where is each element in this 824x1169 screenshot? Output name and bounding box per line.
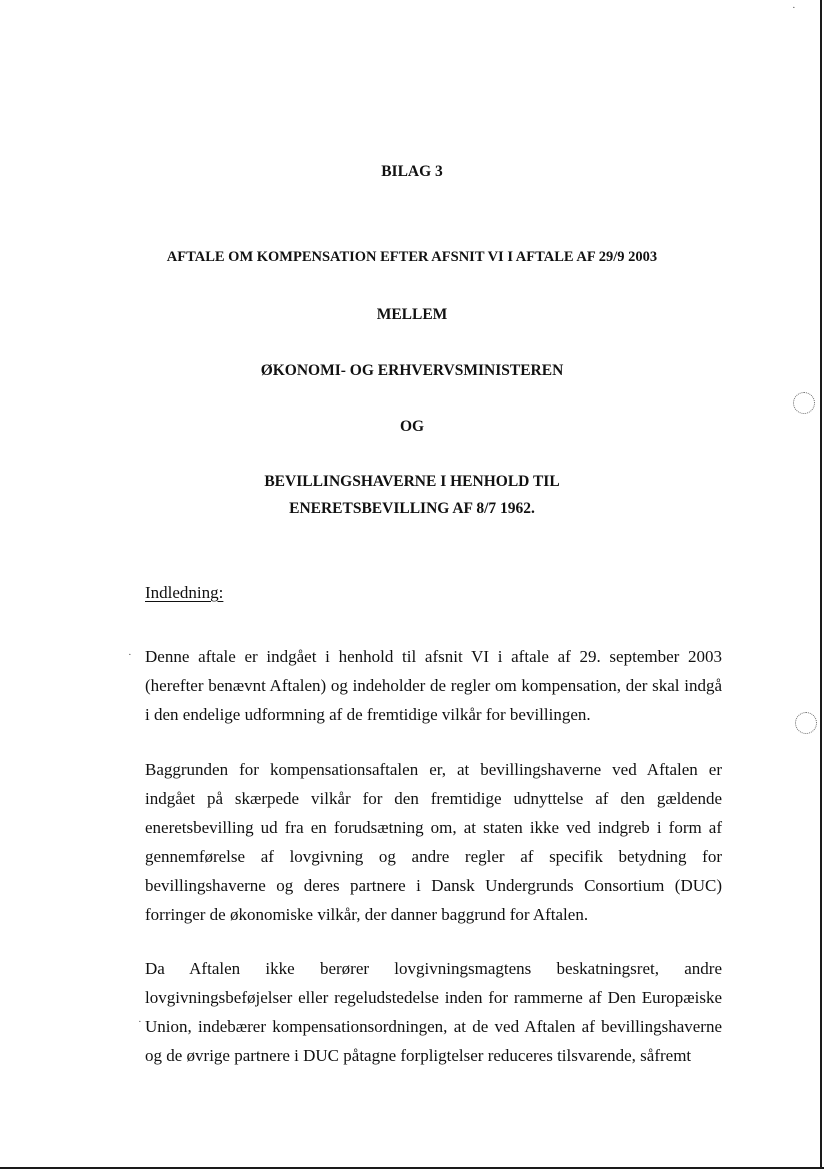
scan-speck: · (792, 2, 796, 14)
attachment-title: BILAG 3 (381, 163, 443, 180)
scan-speck: · (138, 1016, 142, 1028)
paragraph-3: Da Aftalen ikke berører lovgivningsmagtens beskatningsret, andre lovgivningsbeføjelser eller regeludstedelse inden for rammerne af Den Europæiske Union, indebærer kompensationsordningen, at de ved Aftalen af bevillingshaverne og de øvrige partnere i DUC påtagne forpligtelser reduceres tilsvarende, såfremt (145, 959, 722, 1065)
section-heading: Indledning: (145, 583, 224, 602)
between-label: MELLEM (376, 306, 448, 323)
scan-punch-hole-mark (793, 392, 815, 414)
agreement-title: AFTALE OM KOMPENSATION EFTER AFSNIT VI I AFTALE AF 29/9 2003 (166, 249, 658, 265)
scan-speck: · (128, 649, 132, 661)
party-two-line2: ENERETSBEVILLING AF 8/7 1962. (289, 500, 535, 517)
paragraph-2: Baggrunden for kompensationsaftalen er, at bevillingshaverne ved Aftalen er indgået på skærpede vilkår for den fremtidige udnyttelse af den gældende eneretsbevilling ud fra en forudsætning om, at staten ikke ved indgreb i form af gennemførelse af lovgivning og andre regler af specifik betydning for bevillingshaverne og deres partnere i Dansk Undergrunds Consortium (DUC) forringer de økonomiske vilkår, der danner baggrund for Aftalen. (145, 760, 722, 924)
party-two-line1: BEVILLINGSHAVERNE I HENHOLD TIL (264, 473, 560, 490)
conjunction-label: OG (399, 418, 425, 435)
party-one: ØKONOMI- OG ERHVERVSMINISTEREN (260, 362, 564, 379)
scan-punch-hole-mark (795, 712, 817, 734)
paragraph-1: Denne aftale er indgået i henhold til afsnit VI i aftale af 29. september 2003 (herefter benævnt Aftalen) og indeholder de regler om kompensation, der skal indgå i den endelige udformning af de fremtidige vilkår for bevillingen. (145, 647, 722, 724)
